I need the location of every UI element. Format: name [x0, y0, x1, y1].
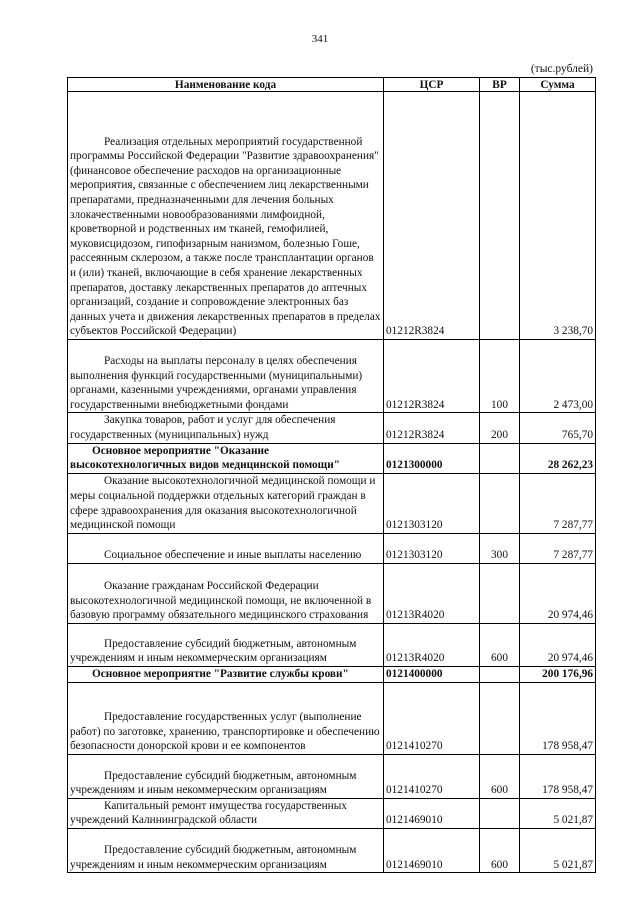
row-csr: 0121303120: [384, 533, 480, 563]
table-row: [68, 413, 596, 443]
table-row: [68, 623, 596, 666]
row-vr: [480, 563, 520, 623]
header-sum: Сумма: [520, 78, 596, 92]
row-name-text: Оказание гражданам Российской Федерации высокотехнологичной медицинской помощи, не включенной в базовую программу обязательного медицинского страхования: [70, 579, 372, 622]
table-row: [68, 828, 596, 872]
row-sum: 7 287,77: [520, 473, 596, 533]
row-sum: 20 974,46: [520, 623, 596, 666]
row-name-text: Социальное обеспечение и иные выплаты населению: [104, 549, 362, 562]
row-sum: 200 176,96: [520, 666, 596, 682]
header-vr: ВР: [480, 78, 520, 92]
row-vr: 100: [480, 340, 520, 413]
row-csr: 0121469010: [384, 798, 480, 828]
row-name: [68, 754, 384, 798]
table-row: [68, 682, 596, 754]
row-name-text: Предоставление государственных услуг (выполнение работ) по заготовке, хранению, транспортировке и обеспечению безопасности донорской крови и ее компонентов: [70, 710, 380, 753]
row-vr: 600: [480, 754, 520, 798]
row-name: [68, 666, 384, 682]
budget-table: [67, 77, 596, 873]
row-name: [68, 828, 384, 872]
row-sum: 20 974,46: [520, 563, 596, 623]
row-name-text: Предоставление субсидий бюджетным, автономным учреждениям и иным некоммерческим организациям: [70, 769, 357, 797]
table-row: [68, 563, 596, 623]
row-csr: 0121410270: [384, 682, 480, 754]
table-row: [68, 92, 596, 340]
row-vr: [480, 798, 520, 828]
row-name-text: Основное мероприятие "Развитие службы крови": [92, 668, 349, 681]
row-sum: 5 021,87: [520, 828, 596, 872]
row-name-text: Реализация отдельных мероприятий государственной программы Российской Федерации "Развитие здравоохранения" (финансовое обеспечение расходов на организационные мероприятия, связанные с обеспечением лиц лекарственными препаратами, предназначенными для лечения больных злокачественными новообразованиями лимфоидной, кроветворной и родственных им тканей, гемофилией, муковисцидозом, гипофизарным нанизмом, болезнью Гоше, рассеянным склерозом, а также после трансплантации органов и (или) тканей, включающие в себя хранение лекарственных препаратов, доставку лекарственных препаратов до аптечных организаций, создание и сопровождение электронных баз данных учета и движения лекарственных препаратов в пределах субъектов Российской Федерации): [70, 135, 381, 338]
units-label: (тыс.рублей): [530, 63, 593, 75]
row-vr: [480, 473, 520, 533]
row-name-text: Предоставление субсидий бюджетным, автономным учреждениям и иным некоммерческим организациям: [70, 637, 357, 665]
row-vr: [480, 443, 520, 473]
row-name-text: Оказание высокотехнологичной медицинской помощи и меры социальной поддержки отдельных категорий граждан в сфере здравоохранения для оказания высокотехнологичной медицинской помощи: [70, 475, 376, 532]
row-csr: 0121303120: [384, 473, 480, 533]
table-row: [68, 340, 596, 413]
row-vr: 600: [480, 623, 520, 666]
row-vr: [480, 666, 520, 682]
row-sum: 7 287,77: [520, 533, 596, 563]
table-row: [68, 666, 596, 682]
row-vr: 300: [480, 533, 520, 563]
row-sum: 3 238,70: [520, 92, 596, 340]
row-name: [68, 443, 384, 473]
table-row: [68, 473, 596, 533]
table-header-row: [68, 78, 596, 92]
row-sum: 765,70: [520, 413, 596, 443]
row-name: [68, 563, 384, 623]
row-csr: 0121410270: [384, 754, 480, 798]
row-name: [68, 92, 384, 340]
table-row: [68, 798, 596, 828]
table-body: [68, 92, 596, 873]
row-sum: 2 473,00: [520, 340, 596, 413]
row-name-text: Капитальный ремонт имущества государственных учреждений Калининградской области: [70, 799, 347, 827]
row-name: [68, 473, 384, 533]
row-name-text: Закупка товаров, работ и услуг для обеспечения государственных (муниципальных) нужд: [70, 414, 336, 441]
row-sum: 178 958,47: [520, 754, 596, 798]
table-row: [68, 533, 596, 563]
header-csr: ЦСР: [384, 78, 480, 92]
row-csr: 0121400000: [384, 666, 480, 682]
header-name: Наименование кода: [68, 78, 384, 92]
table-row: [68, 754, 596, 798]
row-name: [68, 533, 384, 563]
row-name-text: Расходы на выплаты персоналу в целях обеспечения выполнения функций государственными (муниципальными) органами, казенными учреждениями, органами управления государственными внебюджетными фондами: [70, 355, 363, 411]
row-vr: 600: [480, 828, 520, 872]
row-name-text: Основное мероприятие "Оказание высокотехнологичных видов медицинской помощи": [70, 444, 340, 472]
row-csr: 01212R3824: [384, 340, 480, 413]
row-csr: 01213R4020: [384, 563, 480, 623]
row-name: [68, 413, 384, 443]
row-sum: 178 958,47: [520, 682, 596, 754]
row-csr: 01212R3824: [384, 413, 480, 443]
row-csr: 0121469010: [384, 828, 480, 872]
row-vr: [480, 682, 520, 754]
row-csr: 0121300000: [384, 443, 480, 473]
row-sum: 28 262,23: [520, 443, 596, 473]
page-number: 341: [311, 33, 329, 45]
row-name: [68, 623, 384, 666]
row-vr: 200: [480, 413, 520, 443]
row-sum: 5 021,87: [520, 798, 596, 828]
row-name: [68, 340, 384, 413]
row-csr: 01212R3824: [384, 92, 480, 340]
table-row: [68, 443, 596, 473]
row-name: [68, 682, 384, 754]
row-vr: [480, 92, 520, 340]
row-name: [68, 798, 384, 828]
row-name-text: Предоставление субсидий бюджетным, автономным учреждениям и иным некоммерческим организациям: [70, 843, 357, 871]
row-csr: 01213R4020: [384, 623, 480, 666]
